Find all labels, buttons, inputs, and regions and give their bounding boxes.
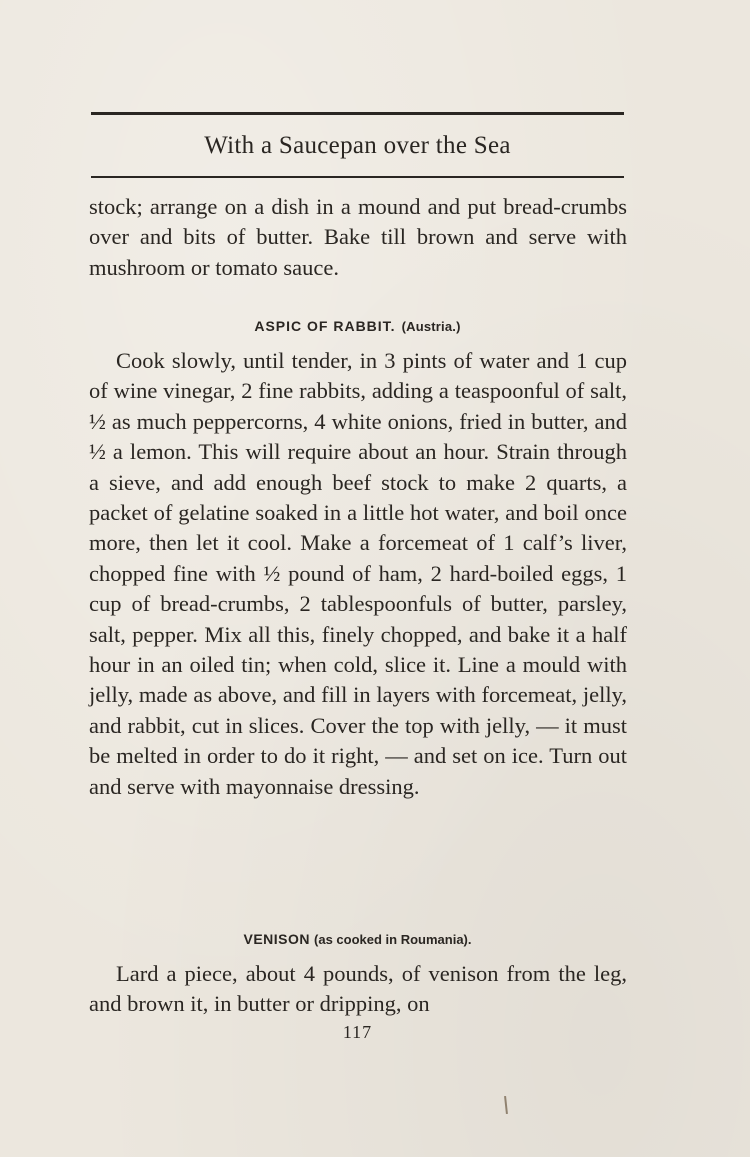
running-head: With a Saucepan over the Sea — [204, 132, 511, 159]
venison-recipe-paragraph: Lard a piece, about 4 pounds, of venison from the leg, and brown it, in butter or dripping, on — [89, 961, 627, 1017]
aspic-heading — [91, 318, 624, 334]
aspic-heading-origin: (Austria.) — [401, 319, 461, 334]
venison-heading-title: VENISON — [243, 931, 311, 947]
header-rule-bottom — [91, 176, 624, 178]
aspic-recipe-paragraph: Cook slowly, until tender, in 3 pints of water and 1 cup of wine vinegar, 2 fine rabbits, adding a teaspoonful of salt, ½ as much peppercorns, 4 white onions, fried in butter, and ½ a lemon. This will require about an hour. Strain through a sieve, and add enough beef stock to make 2 quarts, a packet of gelatine soaked in a little hot water, and boil once more, then let it cool. Make a forcemeat of 1 calf’s liver, chopped fine with ½ pound of ham, 2 hard-boiled eggs, 1 cup of bread-crumbs, 2 tablespoonfuls of butter, parsley, salt, pepper. Mix all this, finely chopped, and bake it a half hour in an oiled tin; when cold, slice it. Line a mould with jelly, made as above, and fill in layers with forcemeat, jelly, and rabbit, cut in slices. Cover the top with jelly, — it must be melted in order to do it right, — and set on ice. Turn out and serve with mayonnaise dressing. — [89, 348, 627, 799]
venison-heading — [91, 931, 624, 947]
paper-mark — [504, 1096, 508, 1114]
continuation-paragraph: stock; arrange on a dish in a mound and put bread-crumbs over and bits of butter. Bake till brown and serve with mushroom or tomato sauce. — [89, 194, 627, 280]
page-number: 117 — [342, 1022, 373, 1042]
venison-heading-origin: (as cooked in Roumania). — [314, 932, 472, 947]
header-rule-top — [91, 112, 624, 115]
aspic-heading-title: ASPIC OF RABBIT. — [254, 318, 396, 334]
